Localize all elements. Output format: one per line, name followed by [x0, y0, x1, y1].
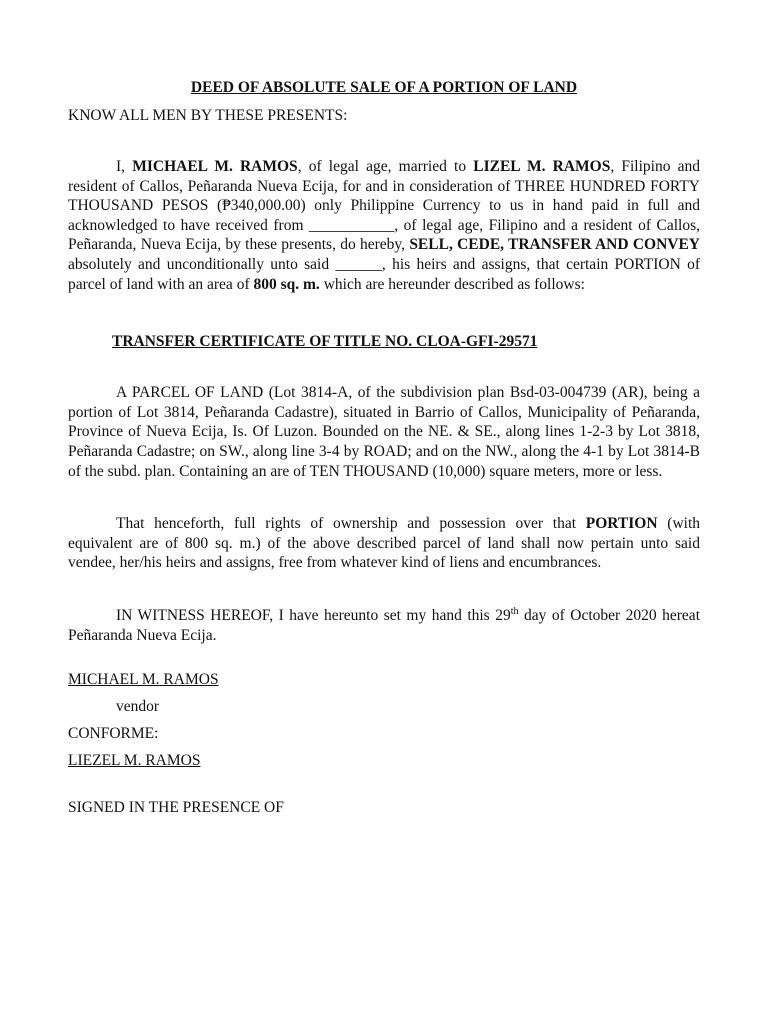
- sale-text-5: which are hereunder described as follows:: [319, 275, 585, 293]
- certificate-heading: TRANSFER CERTIFICATE OF TITLE NO. CLOA-GFI-29571: [112, 333, 538, 351]
- sale-action: SELL, CEDE, TRANSFER AND CONVEY: [409, 236, 700, 254]
- spouse-name: LIZEL M. RAMOS: [473, 158, 611, 175]
- portion-word: PORTION: [585, 515, 658, 533]
- signed-presence: SIGNED IN THE PRESENCE OF: [68, 799, 284, 817]
- sale-text-1: I,: [116, 158, 133, 175]
- witness-paragraph: [68, 606, 700, 645]
- conforme-name: LIEZEL M. RAMOS: [68, 752, 201, 770]
- sale-text-4: absolutely and unconditionally unto said ______, his heirs and assigns, that certain PORTION of parcel of land with an area of: [68, 255, 700, 293]
- sale-area: 800 sq. m.: [253, 275, 320, 293]
- conforme-label: CONFORME:: [68, 725, 159, 743]
- sale-paragraph: [68, 157, 700, 294]
- rights-paragraph: [68, 514, 700, 573]
- sale-text-3: , Filipino and resident of Callos, Peñaranda Nueva Ecija, for and in consideration of THREE HUNDRED FORTY THOUSAND PESOS (₱340,000.00) only Philippine Currency to us in hand paid in full and acknowledged to have received from ___________, of legal age, Filipino and a resident of Callos, Peñaranda, Nueva Ecija, by these presents, do hereby,: [68, 158, 701, 254]
- sale-text-2: , of legal age, married to: [297, 158, 474, 175]
- deed-document: [68, 78, 700, 818]
- document-title: DEED OF ABSOLUTE SALE OF A PORTION OF LAND: [190, 79, 578, 96]
- opening-line: KNOW ALL MEN BY THESE PRESENTS:: [68, 107, 348, 124]
- rights-text-2: (with equivalent are of 800 sq. m.) of the above described parcel of land shall now pertain unto said vendee, her/his heirs and assigns, free from whatever kind of liens and encumbrances.: [68, 515, 701, 572]
- day-suffix: th: [510, 605, 519, 617]
- parcel-description: A PARCEL OF LAND (Lot 3814-A, of the subdivision plan Bsd-03-004739 (AR), being a portion of Lot 3814, Peñaranda Cadastre), situated in Barrio of Callos, Municipality of Peñaranda, Province of Nueva Ecija, Is. Of Luzon. Bounded on the NE. & SE., along lines 1-2-3 by Lot 3818, Peñaranda Cadastre; on SW., along line 3-4 by ROAD; and on the NW., along the 4-1 by Lot 3814-B of the subd. plan. Containing an are of TEN THOUSAND (10,000) square meters, more or less.: [68, 384, 700, 480]
- witness-text-2: day of October 2020 hereat Peñaranda Nueva Ecija.: [68, 606, 700, 644]
- seller-name: MICHAEL M. RAMOS: [132, 158, 298, 175]
- witness-text-1: IN WITNESS HEREOF, I have hereunto set my hand this 29: [116, 606, 511, 624]
- rights-text-1: That henceforth, full rights of ownership and possession over that: [116, 515, 586, 533]
- vendor-role: vendor: [116, 698, 160, 716]
- vendor-name: MICHAEL M. RAMOS: [68, 671, 219, 689]
